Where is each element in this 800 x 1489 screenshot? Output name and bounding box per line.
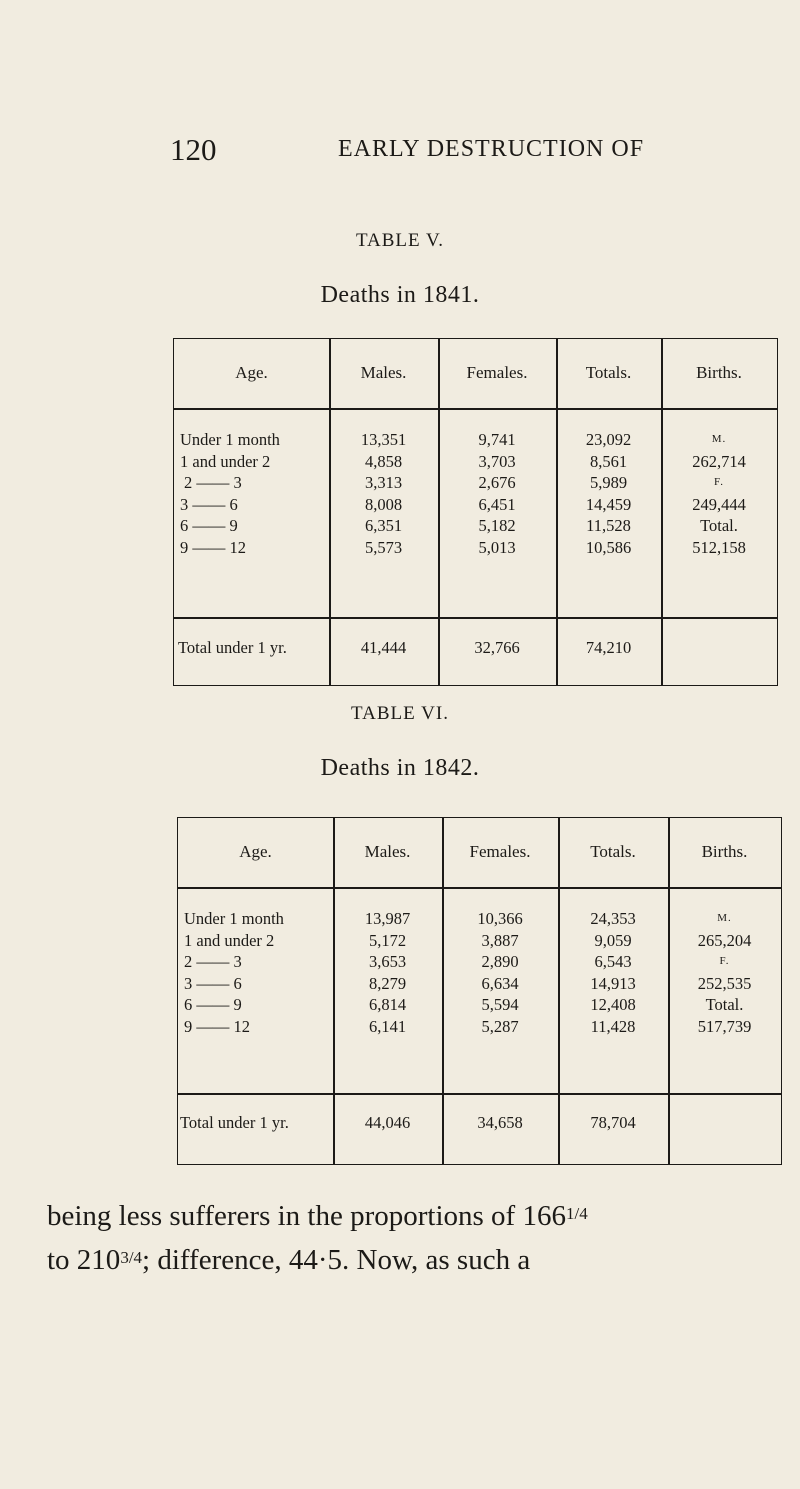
total-cell: 32,766 — [474, 638, 520, 657]
table-cell: 9 —— 12 — [184, 1016, 250, 1036]
table-cell: 13,351 — [360, 430, 407, 449]
table-cell: 23,092 — [585, 430, 632, 449]
births-label: M. — [717, 912, 732, 924]
fraction: 3/4 — [120, 1248, 143, 1267]
births-label: Total. — [705, 995, 744, 1015]
table-cell: 3,653 — [368, 952, 407, 972]
table-cell: 4,858 — [364, 451, 403, 471]
table-cell: 6 —— 9 — [180, 516, 238, 536]
table-cell: 5,172 — [368, 930, 407, 950]
column-header: Females. — [469, 842, 531, 861]
table-cell: 5,573 — [364, 537, 403, 557]
table-cell: 24,353 — [590, 909, 636, 928]
table-cell: 1 and under 2 — [180, 451, 271, 471]
page-number: 120 — [170, 132, 217, 167]
column-header: Females. — [466, 363, 528, 382]
column-header: Totals. — [585, 363, 632, 382]
table-cell: 6,141 — [368, 1016, 407, 1036]
total-cell: 34,658 — [477, 1113, 523, 1132]
table-cell: 9,741 — [478, 430, 516, 449]
total-cell: 44,046 — [364, 1113, 411, 1132]
table-cell: 2,676 — [478, 473, 516, 493]
column-header: Births. — [701, 842, 748, 861]
table-cell: 11,528 — [586, 516, 631, 536]
column-header: Totals. — [590, 842, 636, 861]
table-cell: 12,408 — [590, 995, 636, 1015]
running-head: EARLY DESTRUCTION OF — [338, 136, 645, 162]
table-cell: 3,703 — [478, 451, 516, 471]
table-title: TABLE V. — [355, 230, 445, 251]
table-cell: 6,451 — [478, 494, 516, 514]
table-cell: 3,313 — [364, 473, 403, 493]
births-value: 252,535 — [697, 973, 752, 993]
table-cell: 8,561 — [589, 451, 628, 471]
body-text: ; difference, 44·5. Now, as such a — [142, 1244, 531, 1276]
table-cell: 6,634 — [481, 973, 519, 993]
table-cell: 5,013 — [478, 537, 516, 557]
column-header: Males. — [364, 842, 411, 861]
births-value: 265,204 — [697, 930, 752, 950]
table-cell: 10,366 — [477, 909, 523, 928]
table-cell: 6,814 — [368, 995, 407, 1015]
births-label: F. — [719, 955, 730, 968]
table-cell: 5,594 — [481, 995, 519, 1015]
body-text: being less sufferers in the proportions of 166 — [47, 1200, 566, 1232]
total-label: Total under 1 yr. — [178, 638, 287, 657]
table-cell: 1 and under 2 — [184, 930, 275, 950]
table-cell: 8,279 — [368, 973, 407, 993]
table-cell: 11,428 — [590, 1016, 636, 1036]
total-cell: 78,704 — [590, 1113, 636, 1132]
table-title: TABLE VI. — [351, 703, 449, 724]
births-value: 262,714 — [692, 451, 746, 471]
table-cell: 5,182 — [478, 516, 516, 536]
table-cell: Under 1 month — [184, 909, 284, 928]
body-text-line-1 — [47, 1192, 800, 1238]
table-cell: 9,059 — [594, 930, 632, 950]
births-value: 517,739 — [697, 1016, 752, 1036]
body-text-line-2 — [47, 1236, 800, 1282]
table-cell: 8,008 — [364, 494, 403, 514]
column-header: Age. — [235, 363, 268, 382]
total-label: Total under 1 yr. — [180, 1113, 289, 1132]
table-cell: 6,543 — [594, 952, 632, 972]
table-cell: 14,459 — [585, 494, 632, 514]
births-label: F. — [714, 476, 724, 489]
table-cell: 13,987 — [364, 909, 411, 928]
table-cell: 3,887 — [481, 930, 519, 950]
table-caption: Deaths in 1841. — [320, 282, 480, 308]
table-caption: Deaths in 1842. — [320, 755, 480, 781]
column-header: Age. — [239, 842, 272, 861]
table-cell: 5,287 — [481, 1016, 519, 1036]
table-cell: 3 —— 6 — [180, 494, 238, 514]
table-cell: 6 —— 9 — [184, 995, 242, 1015]
table-cell: 9 —— 12 — [180, 537, 246, 557]
births-value: 512,158 — [692, 537, 746, 557]
table-cell: 5,989 — [589, 473, 628, 493]
column-header: Males. — [360, 363, 407, 382]
table-cell: 14,913 — [590, 973, 636, 993]
page-header — [0, 132, 800, 172]
total-cell: 74,210 — [585, 638, 632, 657]
table-cell: 10,586 — [585, 537, 632, 557]
births-label: M. — [711, 433, 727, 445]
deaths-table-1842 — [177, 817, 782, 1165]
births-value: 249,444 — [692, 494, 746, 514]
column-header: Births. — [696, 363, 742, 382]
table-cell: Under 1 month — [180, 430, 280, 449]
table-cell: 2 —— 3 — [184, 473, 242, 493]
table-cell: 2 —— 3 — [184, 952, 242, 972]
table-cell: 2,890 — [481, 952, 519, 972]
deaths-table-1841 — [173, 338, 778, 686]
fraction: 1/4 — [565, 1204, 588, 1223]
table-cell: 6,351 — [364, 516, 403, 536]
table-cell: 3 —— 6 — [184, 973, 242, 993]
total-cell: 41,444 — [360, 638, 407, 657]
births-label: Total. — [700, 516, 738, 536]
body-text: to 210 — [47, 1244, 121, 1276]
